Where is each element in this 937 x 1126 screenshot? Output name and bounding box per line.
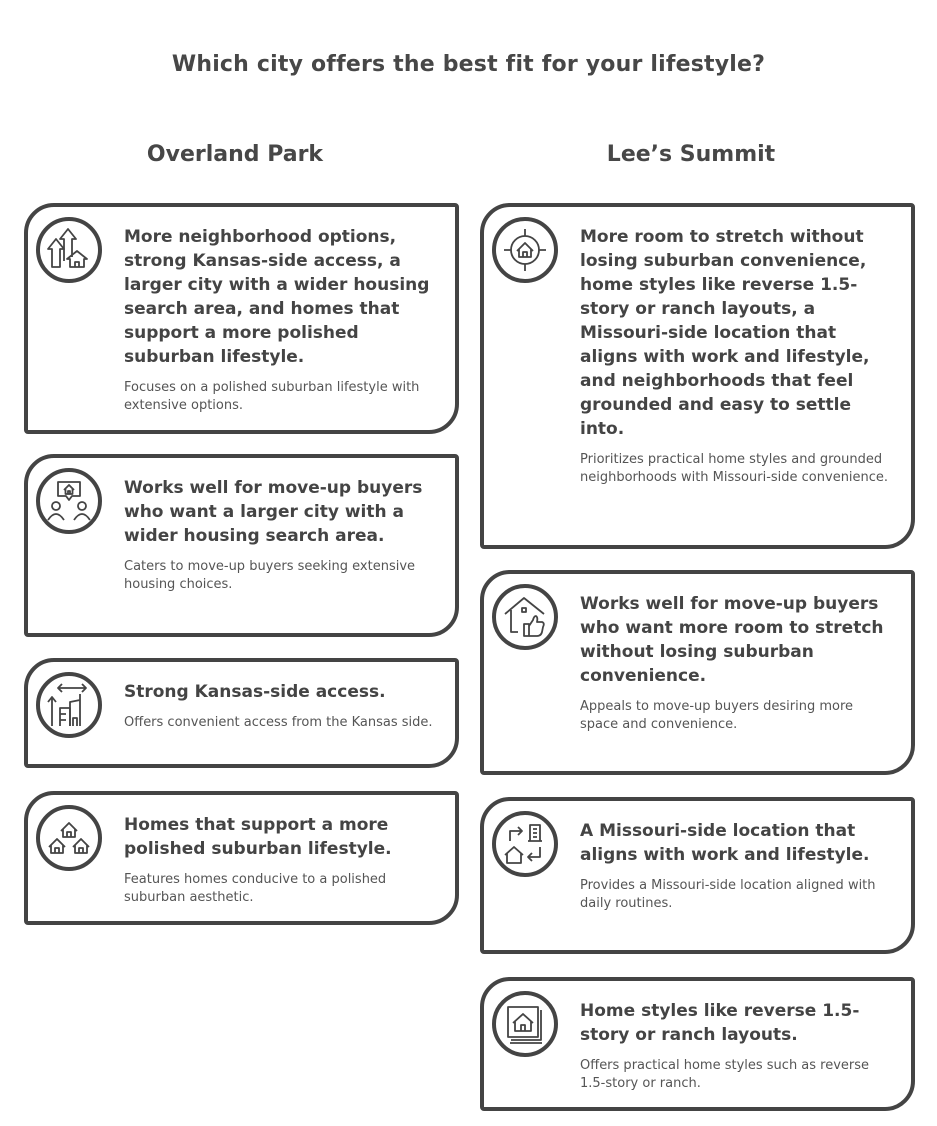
card-overland-park-summary	[24, 203, 459, 434]
commute-house-office-icon	[492, 811, 558, 877]
homes-cluster-icon	[36, 805, 102, 871]
card-heading: Works well for move-up buyers who want more room to stretch without losing suburban convenience.	[580, 594, 884, 686]
card-description: Prioritizes practical home styles and grounded neighborhoods with Missouri-side convenience.	[580, 452, 889, 485]
card-description: Features homes conducive to a polished suburban aesthetic.	[124, 872, 387, 905]
card-description: Provides a Missouri-side location aligned with daily routines.	[580, 878, 876, 911]
card-lees-summit-summary	[480, 203, 915, 549]
house-target-icon	[492, 217, 558, 283]
column-header-lees-summit: Lee’s Summit	[606, 142, 776, 167]
card-heading: More room to stretch without losing suburban convenience, home styles like reverse 1.5-story or ranch layouts, a Missouri-side location that aligns with work and lifestyle, and neighborhoods that feel grounded and easy to settle into.	[580, 227, 870, 439]
house-thumbs-up-icon	[492, 584, 558, 650]
card-description: Offers practical home styles such as reverse 1.5-story or ranch.	[580, 1058, 870, 1091]
card-heading: Home styles like reverse 1.5-story or ranch layouts.	[580, 1001, 860, 1045]
card-lees-summit-home-styles	[480, 977, 915, 1111]
card-description: Focuses on a polished suburban lifestyle with extensive options.	[124, 380, 420, 413]
card-overland-park-kansas-access	[24, 658, 459, 768]
growth-arrows-house-icon	[36, 217, 102, 283]
card-description: Caters to move-up buyers seeking extensive housing choices.	[124, 559, 416, 592]
card-heading: Works well for move-up buyers who want a larger city with a wider housing search area.	[124, 478, 423, 546]
diagram-title: Which city offers the best fit for your lifestyle?	[171, 52, 766, 77]
card-heading: Strong Kansas-side access.	[124, 682, 386, 702]
house-frame-icon	[492, 991, 558, 1057]
card-heading: Homes that support a more polished suburban lifestyle.	[124, 815, 392, 859]
column-header-overland-park: Overland Park	[146, 142, 324, 167]
card-heading: More neighborhood options, strong Kansas-side access, a larger city with a wider housing search area, and homes that support a more polished suburban lifestyle.	[124, 227, 430, 367]
card-overland-park-move-up	[24, 454, 459, 637]
card-description: Offers convenient access from the Kansas side.	[124, 715, 433, 730]
card-description: Appeals to move-up buyers desiring more space and convenience.	[580, 699, 854, 732]
card-overland-park-polished-homes	[24, 791, 459, 925]
card-heading: A Missouri-side location that aligns with work and lifestyle.	[580, 821, 870, 865]
city-access-icon	[36, 672, 102, 738]
card-lees-summit-missouri-location	[480, 797, 915, 954]
card-lees-summit-move-up	[480, 570, 915, 775]
buyers-house-chat-icon	[36, 468, 102, 534]
